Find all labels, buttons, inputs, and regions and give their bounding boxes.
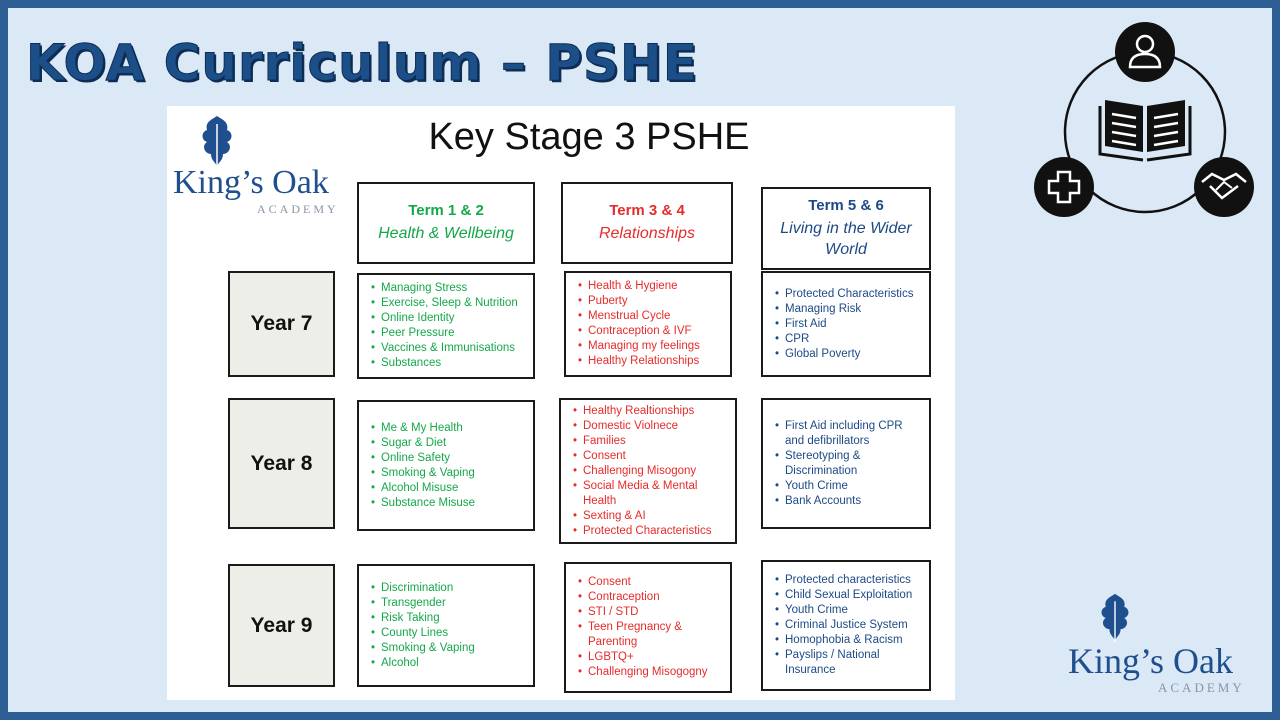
person-icon [1115, 22, 1175, 82]
topic-item: • Healthy Realtionships [575, 404, 727, 419]
topic-item: • First Aid [777, 317, 921, 332]
year-label-7: Year 7 [228, 271, 335, 377]
topic-item: • Peer Pressure [373, 326, 525, 341]
topic-item: • Health & Hygiene [580, 279, 722, 294]
topic-item: • Criminal Justice System [777, 618, 921, 633]
logo-subtitle: ACADEMY [1158, 680, 1245, 695]
topic-item: • Child Sexual Exploitation [777, 588, 921, 603]
topic-item: • Alcohol [373, 656, 525, 671]
topic-item: • Me & My Health [373, 421, 525, 436]
topic-item: • Sugar & Diet [373, 436, 525, 451]
cell-y7-t34 [564, 271, 732, 377]
topic-item: • Youth Crime [777, 479, 921, 494]
topic-item: • Global Poverty [777, 347, 921, 362]
topic-item: • Managing Stress [373, 281, 525, 296]
topic-item: • Consent [575, 449, 727, 464]
oak-leaf-icon [1098, 592, 1132, 644]
topic-item: • Substances [373, 356, 525, 371]
term-header-2 [561, 182, 733, 264]
topic-item: • Managing my feelings [580, 339, 722, 354]
topic-item: • Sexting & AI [575, 509, 727, 524]
topic-item: • Consent [580, 575, 722, 590]
year-label-8: Year 8 [228, 398, 335, 529]
kings-oak-logo-footer [1068, 592, 1268, 704]
cell-y9-t12 [357, 564, 535, 687]
topic-item: • Online Identity [373, 311, 525, 326]
topic-item: • Online Safety [373, 451, 525, 466]
topic-item: • Protected Characteristics [575, 524, 727, 539]
term-subtitle: Health & Wellbeing [378, 225, 514, 242]
topic-item: • CPR [777, 332, 921, 347]
logo-subtitle: ACADEMY [257, 202, 339, 216]
topic-item: • Contraception [580, 590, 722, 605]
term-title: Term 3 & 4 [609, 202, 685, 219]
topic-item: • Menstrual Cycle [580, 309, 722, 324]
logo-name: King’s Oak [1068, 641, 1233, 681]
panel-title: Key Stage 3 PSHE [428, 116, 750, 158]
topic-item: • Transgender [373, 596, 525, 611]
topic-item: • Youth Crime [777, 603, 921, 618]
topic-item: • LGBTQ+ [580, 650, 722, 665]
topic-item: • Payslips / National Insurance [777, 648, 921, 678]
first-aid-cross-icon [1034, 157, 1094, 217]
topic-item: • Substance Misuse [373, 496, 525, 511]
cell-y9-t56 [761, 560, 931, 691]
topic-item: • Contraception & IVF [580, 324, 722, 339]
cell-y7-t12 [357, 273, 535, 379]
cell-y8-t56 [761, 398, 931, 529]
topic-item: • Discrimination [373, 581, 525, 596]
topic-item: • Healthy Relationships [580, 354, 722, 369]
term-subtitle: Relationships [598, 225, 696, 242]
topic-item: • STI / STD [580, 605, 722, 620]
topic-item: • Smoking & Vaping [373, 466, 525, 481]
topic-item: • First Aid including CPR and defibrillators [777, 419, 921, 449]
slide-title: KOA Curriculum – PSHE [26, 34, 699, 92]
topic-item: • Bank Accounts [777, 494, 921, 509]
handshake-icon [1194, 157, 1254, 217]
cell-y7-t56 [761, 271, 931, 377]
cell-y8-t12 [357, 400, 535, 531]
topic-item: • Challenging Misogony [575, 464, 727, 479]
topic-item: • Alcohol Misuse [373, 481, 525, 496]
topic-item: • Puberty [580, 294, 722, 309]
topic-item: • Exercise, Sleep & Nutrition [373, 296, 525, 311]
term-title: Term 1 & 2 [408, 202, 484, 219]
topic-item: • Protected Characteristics [777, 287, 921, 302]
topic-item: • Stereotyping & Discrimination [777, 449, 921, 479]
topic-item: • Domestic Violnece [575, 419, 727, 434]
term-header-1 [357, 182, 535, 264]
cell-y8-t34 [559, 398, 737, 544]
topic-item: • Smoking & Vaping [373, 641, 525, 656]
term-subtitle: Living in the Wider World [780, 220, 912, 258]
term-header-3 [761, 187, 931, 270]
topic-item: • Families [575, 434, 727, 449]
topic-item: • Risk Taking [373, 611, 525, 626]
pshe-icon-group [1030, 22, 1260, 222]
topic-item: • Challenging Misogogny [580, 665, 722, 680]
cell-y9-t34 [564, 562, 732, 693]
topic-item: • Social Media & Mental Health [575, 479, 727, 509]
topic-item: • County Lines [373, 626, 525, 641]
book-icon [1100, 100, 1190, 160]
topic-item: • Managing Risk [777, 302, 921, 317]
year-label-9: Year 9 [228, 564, 335, 687]
topic-item: • Teen Pregnancy & Parenting [580, 620, 722, 650]
topic-item: • Homophobia & Racism [777, 633, 921, 648]
slide [8, 8, 1272, 712]
topic-item: • Protected characteristics [777, 573, 921, 588]
logo-name: King’s Oak [173, 164, 329, 201]
topic-item: • Vaccines & Immunisations [373, 341, 525, 356]
term-title: Term 5 & 6 [808, 197, 884, 214]
